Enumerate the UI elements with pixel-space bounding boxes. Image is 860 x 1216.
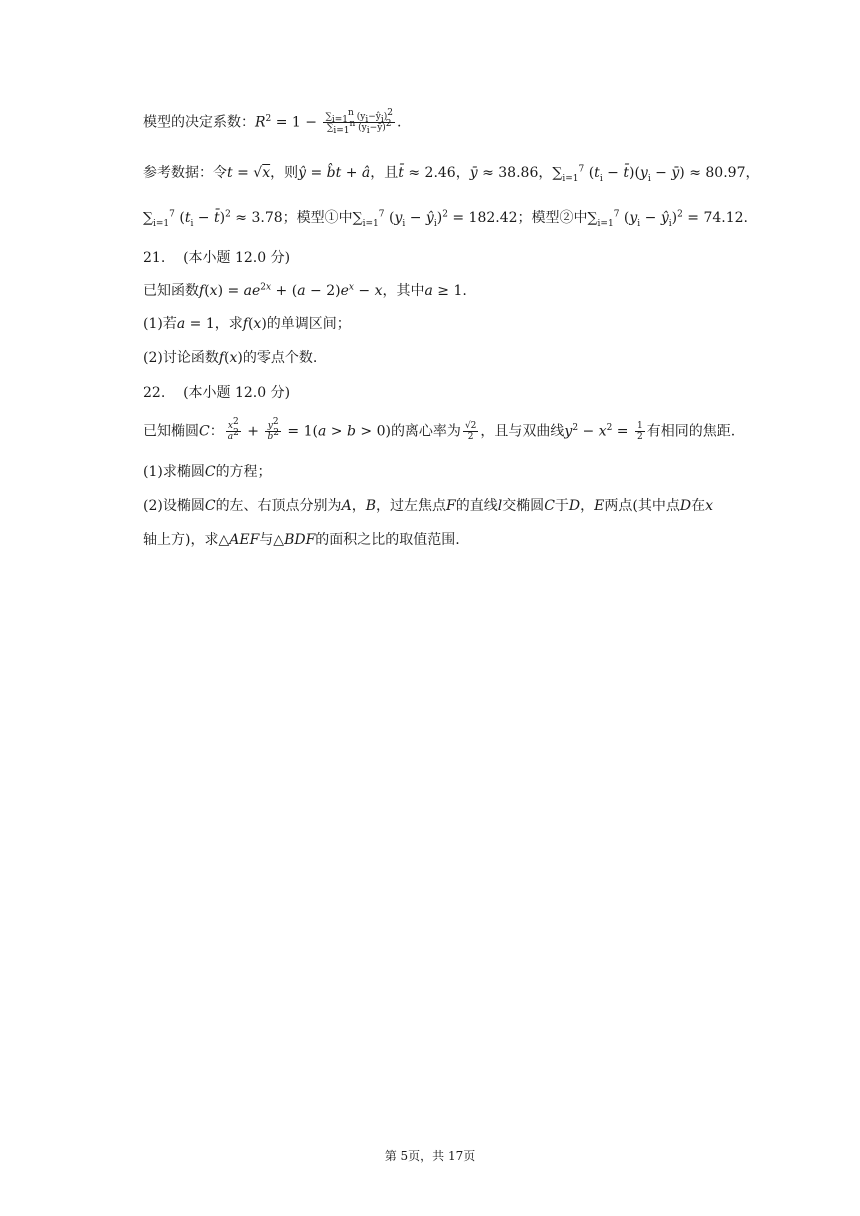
question-score: (本小题 12.0 分)	[183, 250, 291, 266]
reference-data-line-2: $\sum_{i=1}^7$ ($t_i$ − t̄)$^2$ ≈ 3.78；模型①中$\sum_{i=1}^7$ ($y_i$ − $ŷ_i)^2 = 182.42$；模型②中$\sum_{i=1}^7$ ($y_i$ − $ŷ_i)^2 = 74.12$.	[143, 209, 748, 229]
r2-fraction: $\frac{\sum i=1n (yi-ŷi)2}{\sum i=1n (yi-ȳ)2}$	[325, 108, 393, 136]
question-22-part-2: (2)设椭圆C的左、右顶点分别为A，B，过左焦点F的直线l交椭圆C于D，E两点(其中点D在x	[143, 498, 713, 514]
question-21-part-1: (1)若a = 1，求f(x)的单调区间；	[143, 316, 351, 332]
r2-label: 模型的决定系数：	[143, 114, 255, 131]
question-22-part-1: (1)求椭圆C的方程；	[143, 464, 272, 480]
page-footer	[0, 1148, 860, 1164]
reference-data-line: 参考数据：令t = √x，则ŷ = b̂t + â，且t̄ ≈ 2.46，ȳ ≈ 38.86，$\sum_{i=1}^7$ ($t_i$ − $t̄)(y_i$ − ȳ) ≈ 80.97，	[143, 164, 760, 184]
question-21-part-2: (2)讨论函数f(x)的零点个数.	[143, 350, 318, 366]
question-number: 22.	[143, 385, 166, 401]
question-21-stem: 已知函数$f(x) = ae^{2x} + (a - 2)e^x - x$，其中a ≥ 1.	[143, 282, 467, 299]
r2-formula-line: 模型的决定系数：$R^2 = 1$ − $\frac{\sum i=1n (yi-ŷi)2}{\sum i=1n (yi-ȳ)2}$ .	[143, 108, 402, 136]
question-number: 21.	[143, 250, 166, 266]
question-22-stem: 已知椭圆C： $\frac{x2}{a2}$ + $\frac{y2}{b2}$ = 1(a > b > 0)的离心率为 $\frac{√2}{2}$ ，且与双曲线$y^2 - x^2$ = $\frac{1}{2}$ 有相同的焦距.	[143, 417, 736, 442]
question-21-header	[143, 248, 290, 268]
question-score: (本小题 12.0 分)	[183, 385, 291, 401]
question-22-header	[143, 383, 290, 403]
page-number: 第 5页，共 17页	[384, 1149, 476, 1163]
question-22-part-2-cont: 轴上方)，求△AEF与△BDF的面积之比的取值范围.	[143, 532, 460, 548]
